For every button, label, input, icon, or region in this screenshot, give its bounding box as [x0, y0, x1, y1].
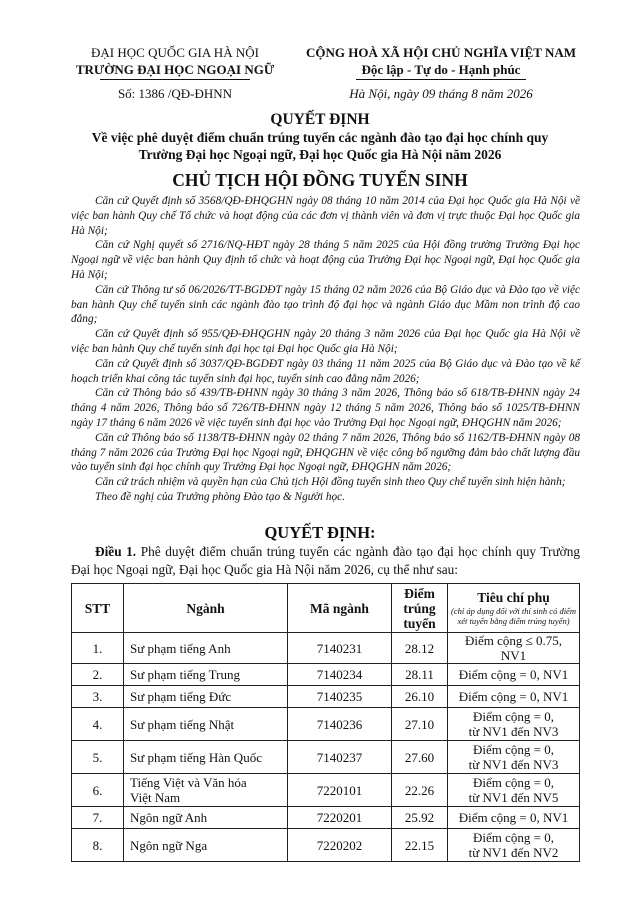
cell-diem-line: 28.12: [404, 640, 435, 656]
cell-tieu-chi-line: từ NV1 đến NV3: [468, 757, 559, 772]
header-ma-nganh: Mã ngành: [288, 584, 392, 633]
header-diem-line-1: Điểm: [404, 585, 435, 601]
cell-diem-line: 22.15: [404, 837, 435, 853]
cell-stt: [72, 633, 124, 664]
cell-diem-line: 27.60: [404, 749, 435, 765]
cell-stt: [72, 686, 124, 708]
cell-nganh-line: Tiếng Việt và Văn hóa: [130, 775, 247, 790]
cell-diem: [392, 686, 448, 708]
cell-tieu-chi-line: Điểm cộng = 0, NV1: [458, 810, 569, 825]
legal-basis-item: Căn cứ Thông tư số 06/2026/TT-BGDĐT ngày 15 tháng 02 năm 2026 của Bộ Giáo dục và Đào tạo về việc ban hành Quy chế tuyển sinh các ngành đào tạo trình độ đại học và ngành Giáo dục Mầm non trình độ cao đẳng;: [71, 283, 580, 326]
table-row: [72, 741, 580, 774]
article-1: [71, 543, 580, 578]
header-nganh: Ngành: [124, 584, 288, 633]
cell-tieu-chi: [448, 774, 580, 807]
cell-ma-nganh: [288, 807, 392, 829]
cell-stt-line: 2.: [92, 667, 103, 682]
cell-ma-nganh-line: 7220202: [316, 837, 363, 853]
header-stt: STT: [72, 584, 124, 633]
cell-nganh-line: Sư phạm tiếng Anh: [130, 640, 231, 656]
legal-basis-item: Căn cứ Quyết định số 3037/QĐ-BGDĐT ngày 03 tháng 11 năm 2025 của Bộ Giáo dục và Đào tạo về kế hoạch triển khai công tác tuyển sinh đại học, tuyển sinh cao đẳng năm 2026;: [71, 357, 580, 385]
cell-tieu-chi-line: Điểm cộng = 0,: [473, 830, 554, 845]
cell-diem-line: 28.11: [405, 667, 434, 682]
cell-ma-nganh: [288, 741, 392, 774]
org-line-2: TRƯỜNG ĐẠI HỌC NGOẠI NGỮ: [75, 62, 275, 77]
admission-scores-table: [71, 583, 580, 862]
article-1-label: Điều 1.: [95, 544, 137, 559]
decision-subject-line-2: Trường Đại học Ngoại ngữ, Đại học Quốc gia Hà Nội năm 2026: [138, 147, 502, 162]
cell-ma-nganh: [288, 686, 392, 708]
cell-ma-nganh-line: 7140235: [316, 689, 363, 704]
cell-ma-nganh-line: 7220101: [316, 782, 363, 798]
table-row: [72, 829, 580, 862]
header-tieu-chi: [448, 584, 580, 633]
cell-tieu-chi-line: Điểm cộng = 0,: [473, 709, 554, 724]
header-diem-line-3: tuyển: [403, 615, 436, 631]
cell-stt-line: 8.: [92, 837, 103, 853]
cell-diem: [392, 741, 448, 774]
cell-nganh-line: Sư phạm tiếng Đức: [130, 689, 232, 704]
cell-diem-line: 27.10: [404, 716, 435, 732]
cell-tieu-chi-line: Điểm cộng = 0,: [473, 742, 554, 757]
authority-title: CHỦ TỊCH HỘI ĐỒNG TUYỂN SINH: [172, 170, 468, 190]
table-row: [72, 807, 580, 829]
cell-stt: [72, 664, 124, 686]
cell-diem-line: 26.10: [404, 689, 435, 704]
table-row: [72, 633, 580, 664]
cell-ma-nganh: [288, 633, 392, 664]
cell-stt-line: 1.: [92, 640, 103, 656]
cell-stt: [72, 829, 124, 862]
org-line-1: ĐẠI HỌC QUỐC GIA HÀ NỘI: [91, 45, 259, 60]
cell-diem: [392, 829, 448, 862]
cell-diem: [392, 708, 448, 741]
decision-heading: QUYẾT ĐỊNH:: [264, 523, 376, 542]
cell-nganh: [124, 741, 288, 774]
legal-basis-item: Theo đề nghị của Trưởng phòng Đào tạo & Người học.: [95, 490, 346, 503]
cell-stt-line: 7.: [92, 810, 103, 825]
issuing-organization: [70, 44, 280, 80]
cell-nganh: [124, 664, 288, 686]
cell-tieu-chi: [448, 686, 580, 708]
cell-nganh-line: Sư phạm tiếng Trung: [130, 667, 240, 682]
cell-stt: [72, 774, 124, 807]
legal-basis-item: Căn cứ Quyết định số 3568/QĐ-ĐHQGHN ngày 08 tháng 10 năm 2014 của Đại học Quốc gia Hà Nội về việc ban hành Quy chế Tổ chức và hoạt động của các đơn vị thành viên và đơn vị trực thuộc Đại học Quốc gia Hà Nội;: [71, 195, 580, 237]
cell-nganh: [124, 774, 288, 807]
header-diem: [392, 584, 448, 633]
motto-underline: [356, 79, 526, 80]
cell-stt-line: 5.: [92, 749, 103, 765]
legal-basis-item: Căn cứ Quyết định số 955/QĐ-ĐHQGHN ngày 20 tháng 3 năm 2026 của Đại học Quốc gia Hà Nội về việc ban hành Quy chế tuyển sinh đại học tại Đại học Quốc gia Hà Nội;: [71, 328, 580, 355]
cell-tieu-chi-line: từ NV1 đến NV5: [468, 790, 559, 805]
cell-nganh: [124, 829, 288, 862]
legal-basis-item: Căn cứ Nghị quyết số 2716/NQ-HĐT ngày 28 tháng 5 năm 2025 của Hội đồng trường Trường Đại học Ngoại ngữ về việc ban hành Quy định tổ chức và hoạt động của Trường Đại học Ngoại ngữ, Đại học Quốc gia Hà Nội;: [71, 239, 580, 281]
table-row: [72, 774, 580, 807]
cell-tieu-chi: [448, 633, 580, 664]
cell-diem-line: 25.92: [404, 810, 435, 825]
legal-basis-item: Căn cứ trách nhiệm và quyền hạn của Chủ tịch Hội đồng tuyển sinh theo Quy chế tuyển sinh hiện hành;: [95, 476, 566, 489]
cell-stt: [72, 708, 124, 741]
cell-tieu-chi: [448, 708, 580, 741]
table-header-row: [72, 584, 580, 633]
cell-tieu-chi: [448, 807, 580, 829]
cell-nganh: [124, 633, 288, 664]
cell-tieu-chi: [448, 829, 580, 862]
table-body: [72, 633, 580, 862]
article-1-text: Phê duyệt điểm chuẩn trúng tuyển các ngành đào tạo đại học chính quy Trường Đại học Ngoại ngữ, Đại học Quốc gia Hà Nội năm 2026, cụ thể như sau:: [71, 544, 580, 577]
cell-ma-nganh-line: 7140236: [316, 716, 363, 732]
place-and-date: Hà Nội, ngày 09 tháng 8 năm 2026: [349, 86, 533, 101]
legal-basis-item: Căn cứ Thông báo số 439/TB-ĐHNN ngày 30 tháng 3 năm 2026, Thông báo số 618/TB-ĐHNN ngày 24 tháng 4 năm 2026, Thông báo số 726/TB-ĐHNN ngày 12 tháng 5 năm 2026, Thông báo số 1025/TB-ĐHNN ngày 17 tháng 6 năm 2026 về việc tuyển sinh đại học vào Trường Đại học Ngoại ngữ, ĐHQGHN năm 2026;: [71, 387, 580, 429]
cell-ma-nganh: [288, 829, 392, 862]
cell-nganh-line: Việt Nam: [130, 790, 181, 805]
table-row: [72, 664, 580, 686]
cell-stt-line: 6.: [92, 782, 103, 798]
cell-tieu-chi: [448, 664, 580, 686]
national-motto: [296, 44, 586, 80]
cell-stt: [72, 807, 124, 829]
cell-ma-nganh: [288, 774, 392, 807]
cell-tieu-chi: [448, 741, 580, 774]
cell-diem: [392, 807, 448, 829]
cell-tieu-chi-line: Điểm cộng = 0, NV1: [458, 667, 569, 682]
cell-nganh-line: Ngôn ngữ Nga: [130, 837, 208, 853]
cell-ma-nganh-line: 7220201: [316, 810, 363, 825]
header-tieu-chi-label: Tiêu chí phụ: [477, 590, 550, 605]
header-diem-line-2: trúng: [403, 600, 436, 616]
nation-line-2: Độc lập - Tự do - Hạnh phúc: [361, 62, 521, 77]
table-row: [72, 708, 580, 741]
cell-ma-nganh-line: 7140237: [316, 749, 363, 765]
cell-nganh-line: Ngôn ngữ Anh: [130, 810, 208, 825]
cell-nganh: [124, 807, 288, 829]
cell-diem: [392, 633, 448, 664]
cell-tieu-chi-line: Điểm cộng = 0, NV1: [458, 689, 569, 704]
cell-ma-nganh-line: 7140231: [316, 640, 363, 656]
cell-ma-nganh: [288, 664, 392, 686]
nation-line-1: CỘNG HOÀ XÃ HỘI CHỦ NGHĨA VIỆT NAM: [305, 45, 577, 60]
cell-diem-line: 22.26: [404, 782, 435, 798]
cell-tieu-chi-line: từ NV1 đến NV3: [468, 724, 559, 739]
org-underline: [100, 79, 250, 80]
cell-tieu-chi-line: Điểm cộng ≤ 0.75, NV1: [464, 633, 563, 663]
cell-stt-line: 4.: [92, 716, 103, 732]
cell-ma-nganh-line: 7140234: [316, 667, 363, 682]
table-row: [72, 686, 580, 708]
decision-subject-line-1: Về việc phê duyệt điểm chuẩn trúng tuyển các ngành đào tạo đại học chính quy: [91, 130, 549, 145]
cell-nganh-line: Sư phạm tiếng Nhật: [130, 716, 235, 732]
legal-bases: [71, 194, 580, 505]
cell-nganh: [124, 686, 288, 708]
cell-diem: [392, 664, 448, 686]
legal-basis-item: Căn cứ Thông báo số 1138/TB-ĐHNN ngày 02 tháng 7 năm 2026, Thông báo số 1162/TB-ĐHNN ngày 08 tháng 7 năm 2026 của Trường Đại học Ngoại ngữ, ĐHQGHN về việc công bố ngưỡng đảm bảo chất lượng đầu vào tuyển sinh đại học chính quy Trường Đại học Ngoại ngữ, ĐHQGHN năm 2026;: [71, 431, 580, 474]
cell-diem: [392, 774, 448, 807]
cell-tieu-chi-line: từ NV1 đến NV2: [468, 845, 559, 860]
decision-title: QUYẾT ĐỊNH: [270, 111, 370, 128]
cell-tieu-chi-line: Điểm cộng = 0,: [473, 775, 554, 790]
cell-stt-line: 3.: [92, 689, 103, 704]
header-tieu-chi-note: (chỉ áp dụng đối với thí sinh có điểm xét tuyển bằng điểm trúng tuyển): [451, 606, 576, 626]
cell-nganh: [124, 708, 288, 741]
document-number: Số: 1386 /QĐ-ĐHNN: [117, 86, 233, 101]
cell-ma-nganh: [288, 708, 392, 741]
cell-nganh-line: Sư phạm tiếng Hàn Quốc: [130, 749, 262, 765]
cell-stt: [72, 741, 124, 774]
